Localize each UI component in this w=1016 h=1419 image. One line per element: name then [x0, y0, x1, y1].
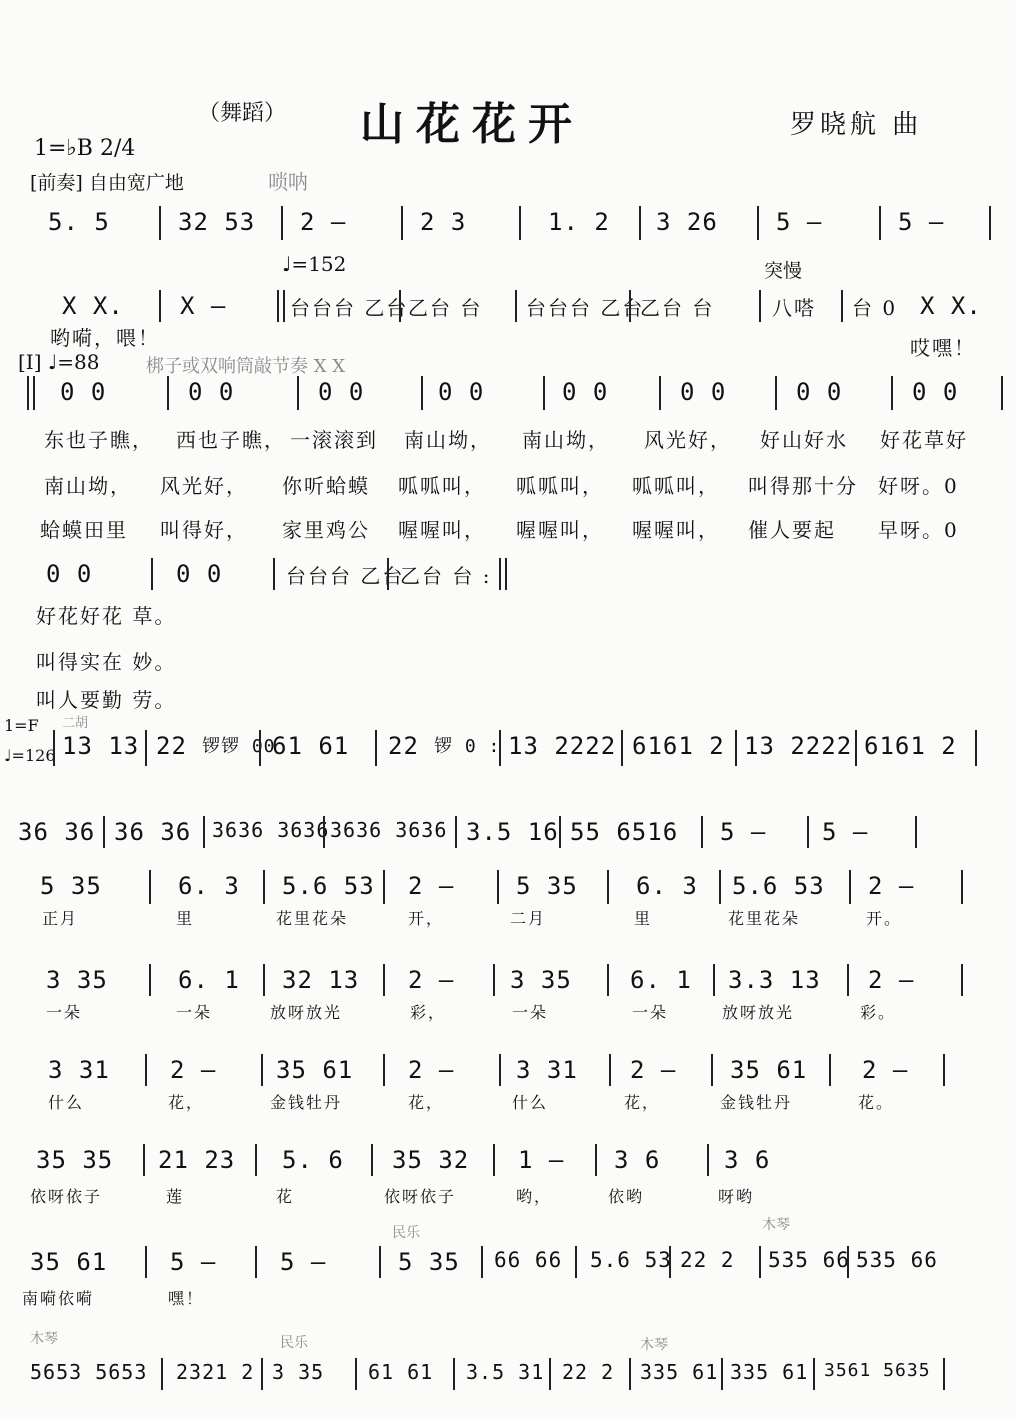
lyric: 莲 — [166, 1187, 185, 1206]
note-group: 2 — — [868, 872, 915, 900]
lyric: 喔喔叫， — [632, 518, 720, 542]
note-group: X — — [180, 292, 227, 320]
note-group: 3636 3636 — [330, 818, 448, 842]
note-group: 535 66 — [768, 1248, 850, 1272]
instrument-label: 木琴 — [762, 1217, 790, 1233]
section-label: [I] ♩=88 — [18, 350, 100, 374]
note-group: 0 0 — [680, 378, 727, 406]
lyric: 呱呱叫， — [516, 474, 604, 498]
note-group: 锣 0 : — [434, 736, 501, 757]
note-group: 台台台 乙台 — [290, 296, 409, 320]
note-group: 3561 5635 — [824, 1360, 931, 1381]
lyric: 叫得那十分 — [748, 474, 858, 498]
note-group: 乙台 台 — [640, 296, 715, 320]
note-group: 3 26 — [656, 208, 718, 236]
note-group: 3 35 — [46, 966, 108, 994]
note-group: 3 31 — [48, 1056, 110, 1084]
lyric: 风光好， — [644, 428, 732, 452]
lyric: 呱呱叫， — [398, 474, 486, 498]
note-group: 5 — — [776, 208, 823, 236]
note-group: X X. — [62, 292, 124, 320]
key-signature: 1=♭B 2/4 — [34, 136, 136, 161]
note-group: 3 6 — [724, 1146, 771, 1174]
note-group: 35 32 — [392, 1146, 470, 1174]
lyric: 嘿！ — [168, 1289, 205, 1308]
note-group: 6161 2 — [632, 732, 725, 760]
lyric: 花。 — [858, 1093, 895, 1112]
note-group: 2 — — [408, 966, 455, 994]
note-group: 3 6 — [614, 1146, 661, 1174]
lyric: 什么 — [48, 1093, 85, 1112]
instrument-label: 民乐 — [392, 1225, 420, 1241]
lyric: 东也子瞧， — [44, 428, 154, 452]
ending-lyric: 叫人要勤 劳。 — [36, 688, 177, 712]
note-group: 6. 1 — [630, 966, 692, 994]
note-group: 5 35 — [40, 872, 102, 900]
note-group: 6161 2 — [864, 732, 957, 760]
lyric: 花， — [408, 1093, 445, 1112]
lyric: 花 — [276, 1187, 295, 1206]
note-group: 台 0 — [852, 296, 898, 320]
note-group: 2 — — [170, 1056, 217, 1084]
tempo-change-mark: 突慢 — [764, 260, 803, 282]
note-group: 5653 5653 — [30, 1360, 148, 1384]
note-group: 61 61 — [272, 732, 350, 760]
note-group: 5 — — [898, 208, 945, 236]
note-group: 0 0 — [912, 378, 959, 406]
lyric: 蛤蟆田里 — [40, 518, 128, 542]
lyric: 彩。 — [860, 1003, 897, 1022]
note-group: 36 36 — [18, 818, 96, 846]
note-group: 乙台 台 : — [400, 564, 492, 588]
lyric: 花里花朵 — [276, 909, 349, 928]
note-group: 335 61 — [730, 1360, 809, 1384]
note-group: 3.5 16 — [466, 818, 559, 846]
lyric: 喔喔叫， — [516, 518, 604, 542]
note-group: 35 35 — [36, 1146, 114, 1174]
note-group: 22 — [388, 732, 419, 760]
lyric: 一朵 — [512, 1003, 549, 1022]
lyric: 南嗬依嗬 — [22, 1289, 95, 1308]
note-group: 5 — — [720, 818, 767, 846]
note-group: X X. — [920, 292, 982, 320]
section-description: 梆子或双响筒敲节奏 X X — [146, 356, 346, 377]
instrument-label: 民乐 — [280, 1335, 308, 1351]
lyric: 金钱牡丹 — [270, 1093, 343, 1112]
lyric: 南山坳， — [44, 474, 132, 498]
note-group: 13 2222 — [744, 732, 853, 760]
note-group: 0 0 — [188, 378, 235, 406]
lyric: 一滚滚到 — [290, 428, 378, 452]
note-group: 13 2222 — [508, 732, 617, 760]
lyric: 你听蛤蟆 — [282, 474, 370, 498]
lyric: 花， — [168, 1093, 205, 1112]
note-group: 13 13 — [62, 732, 140, 760]
note-group: 2 3 — [420, 208, 467, 236]
note-group: 6. 1 — [178, 966, 240, 994]
instrument-label: 木琴 — [30, 1331, 58, 1347]
lyric: 南山坳， — [522, 428, 610, 452]
note-group: 台台台 乙台 — [286, 564, 405, 588]
lyric: 开。 — [866, 909, 903, 928]
note-group: 八嗒 — [772, 296, 816, 320]
tempo-mark: ♩=126 — [4, 746, 56, 765]
intro-marking: [前奏] 自由宽广地 — [30, 172, 184, 194]
note-group: 32 53 — [178, 208, 256, 236]
note-group: 0 0 — [562, 378, 609, 406]
note-group: 66 66 — [494, 1248, 563, 1272]
lyric: 依呀依子 — [30, 1187, 103, 1206]
lyric: 依哟 — [608, 1187, 645, 1206]
note-group: 32 13 — [282, 966, 360, 994]
lyric: 喔喔叫， — [398, 518, 486, 542]
note-group: 22 2 — [680, 1248, 735, 1272]
note-group: 5 — — [280, 1248, 327, 1276]
lyric: 呱呱叫， — [632, 474, 720, 498]
composer: 罗晓航 曲 — [790, 110, 923, 140]
note-group: 35 61 — [730, 1056, 808, 1084]
note-group: 5 35 — [516, 872, 578, 900]
note-group: 5.6 53 — [590, 1248, 672, 1272]
note-group: 0 0 — [46, 560, 93, 588]
note-group: 6. 3 — [636, 872, 698, 900]
lyric: 开， — [408, 909, 445, 928]
note-group: 55 6516 — [570, 818, 679, 846]
note-group: 2 — — [868, 966, 915, 994]
note-group: 1. 2 — [548, 208, 610, 236]
note-group: 2 — — [862, 1056, 909, 1084]
note-group: 3 31 — [516, 1056, 578, 1084]
note-group: 535 66 — [856, 1248, 938, 1272]
lyric: 金钱牡丹 — [720, 1093, 793, 1112]
lyric: 呀哟 — [718, 1187, 755, 1206]
lyric: 一朵 — [176, 1003, 213, 1022]
lyric: 依呀依子 — [384, 1187, 457, 1206]
note-group: 22 — [156, 732, 187, 760]
note-group: 台台台 乙台 — [526, 296, 645, 320]
note-group: 5. 6 — [282, 1146, 344, 1174]
lyric: 家里鸡公 — [282, 518, 370, 542]
note-group: 5.6 53 — [282, 872, 375, 900]
note-group: 2 — — [408, 1056, 455, 1084]
note-group: 3 35 — [272, 1360, 325, 1384]
lyric: 好呀。0 — [878, 474, 959, 498]
lyric: 什么 — [512, 1093, 549, 1112]
note-group: 21 23 — [158, 1146, 236, 1174]
note-group: 2 — — [630, 1056, 677, 1084]
note-group: 2 — — [300, 208, 347, 236]
note-group: 0 0 — [176, 560, 223, 588]
instrument-label: 木琴 — [640, 1337, 668, 1353]
note-group: 锣锣 00 — [202, 736, 276, 757]
lyric: 南山坳， — [404, 428, 492, 452]
instrument-label: 唢呐 — [268, 170, 308, 194]
lyric: 叫得好， — [160, 518, 248, 542]
lyric: 好花草好 — [880, 428, 968, 452]
note-group: 5. 5 — [48, 208, 110, 236]
note-group: 0 0 — [318, 378, 365, 406]
lyric: 里 — [634, 909, 653, 928]
lyric: 花里花朵 — [728, 909, 801, 928]
lyric: 早呀。0 — [878, 518, 959, 542]
note-group: 1 — — [518, 1146, 565, 1174]
shout-lyric: 哎嘿！ — [910, 336, 976, 360]
lyric: 一朵 — [632, 1003, 669, 1022]
note-group: 3636 3636 — [212, 818, 330, 842]
note-group: 35 61 — [30, 1248, 108, 1276]
note-group: 5 35 — [398, 1248, 460, 1276]
lyric: 正月 — [42, 909, 79, 928]
lyric: 好山好水 — [760, 428, 848, 452]
note-group: 3 35 — [510, 966, 572, 994]
note-group: 5 — — [822, 818, 869, 846]
note-group: 36 36 — [114, 818, 192, 846]
lyric: 放呀放光 — [722, 1003, 795, 1022]
note-group: 0 0 — [438, 378, 485, 406]
note-group: 22 2 — [562, 1360, 615, 1384]
lyric: 哟， — [516, 1187, 553, 1206]
lyric: 里 — [176, 909, 195, 928]
note-group: 乙台 台 — [408, 296, 483, 320]
lyric: 彩， — [410, 1003, 447, 1022]
genre-label: （舞蹈） — [198, 101, 287, 126]
ending-lyric: 叫得实在 妙。 — [36, 650, 177, 674]
lyric: 花， — [624, 1093, 661, 1112]
note-group: 5.6 53 — [732, 872, 825, 900]
note-group: 6. 3 — [178, 872, 240, 900]
lyric: 二月 — [510, 909, 547, 928]
key-signature: 1=F — [4, 716, 39, 735]
instrument-label: 二胡 — [62, 716, 89, 731]
note-group: 5 — — [170, 1248, 217, 1276]
note-group: 3.3 13 — [728, 966, 821, 994]
note-group: 35 61 — [276, 1056, 354, 1084]
note-group: 2 — — [408, 872, 455, 900]
note-group: 3.5 31 — [466, 1360, 545, 1384]
note-group: 0 0 — [60, 378, 107, 406]
note-group: 0 0 — [796, 378, 843, 406]
ending-lyric: 好花好花 草。 — [36, 604, 177, 628]
note-group: 335 61 — [640, 1360, 719, 1384]
page-title: 山花花开 — [360, 99, 584, 150]
lyric: 一朵 — [46, 1003, 83, 1022]
lyric: 催人要起 — [748, 518, 836, 542]
tempo-mark: ♩=152 — [282, 252, 347, 276]
lyric: 西也子瞧， — [176, 428, 286, 452]
lyric: 放呀放光 — [270, 1003, 343, 1022]
note-group: 2321 2 — [176, 1360, 255, 1384]
note-group: 61 61 — [368, 1360, 434, 1384]
shout-lyric: 哟嗬，喂！ — [50, 326, 160, 350]
lyric: 风光好， — [160, 474, 248, 498]
